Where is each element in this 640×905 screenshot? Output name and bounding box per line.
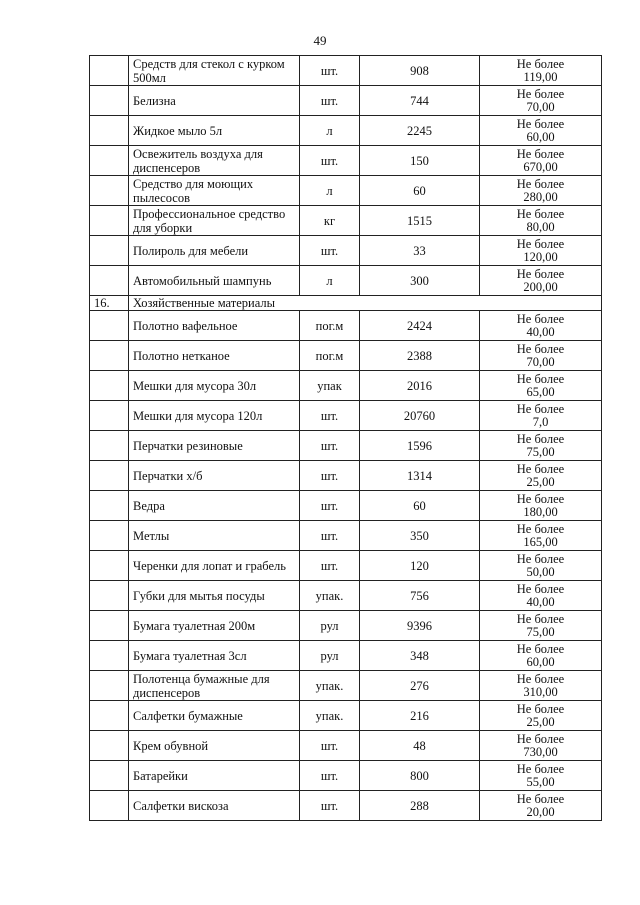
quantity-cell: 9396 (360, 611, 480, 641)
price-limit-label: Не более (516, 311, 565, 326)
price-value: 55,00 (526, 774, 555, 789)
item-name-cell: Губки для мытья посуды (129, 581, 300, 611)
table-row (90, 371, 602, 401)
unit-cell: шт. (300, 791, 360, 821)
price-value: 75,00 (526, 444, 555, 459)
price-limit-label: Не более (516, 176, 565, 191)
table-row (90, 551, 602, 581)
price-value: 25,00 (526, 714, 555, 729)
quantity-cell: 756 (360, 581, 480, 611)
item-name-cell: Салфетки вискоза (129, 791, 300, 821)
row-number-cell (90, 311, 129, 341)
row-number-cell (90, 401, 129, 431)
table-row (90, 146, 602, 176)
quantity-cell: 350 (360, 521, 480, 551)
row-number-cell (90, 761, 129, 791)
price-limit-label: Не более (516, 731, 565, 746)
quantity-cell: 2245 (360, 116, 480, 146)
unit-cell: шт. (300, 146, 360, 176)
table-row (90, 701, 602, 731)
price-cell (480, 86, 602, 116)
quantity-cell: 20760 (360, 401, 480, 431)
unit-cell: кг (300, 206, 360, 236)
row-number-cell (90, 731, 129, 761)
price-limit-label: Не более (516, 761, 565, 776)
price-value: 40,00 (526, 324, 555, 339)
unit-cell: упак. (300, 581, 360, 611)
table-row (90, 176, 602, 206)
price-cell (480, 401, 602, 431)
price-cell (480, 116, 602, 146)
row-number-cell (90, 236, 129, 266)
price-value: 60,00 (526, 129, 555, 144)
price-cell (480, 341, 602, 371)
quantity-cell: 150 (360, 146, 480, 176)
unit-cell: упак. (300, 701, 360, 731)
quantity-cell: 744 (360, 86, 480, 116)
quantity-cell: 300 (360, 266, 480, 296)
quantity-cell: 33 (360, 236, 480, 266)
price-limit-label: Не более (516, 791, 565, 806)
item-name-cell: Полироль для мебели (129, 236, 300, 266)
price-limit-label: Не более (516, 266, 565, 281)
price-cell (480, 551, 602, 581)
unit-cell: упак (300, 371, 360, 401)
price-limit-label: Не более (516, 206, 565, 221)
item-name-cell: Перчатки резиновые (129, 431, 300, 461)
quantity-cell: 1596 (360, 431, 480, 461)
price-value: 65,00 (526, 384, 555, 399)
row-number-cell (90, 116, 129, 146)
unit-cell: шт. (300, 521, 360, 551)
unit-cell: л (300, 266, 360, 296)
price-value: 80,00 (526, 219, 555, 234)
table-row (90, 311, 602, 341)
price-limit-label: Не более (516, 491, 565, 506)
item-name-cell: Черенки для лопат и грабель (129, 551, 300, 581)
price-value: 670,00 (523, 159, 558, 174)
price-cell (480, 731, 602, 761)
item-name-cell: Средство для моющих пылесосов (129, 176, 300, 206)
unit-cell: шт. (300, 461, 360, 491)
quantity-cell: 908 (360, 56, 480, 86)
table-row (90, 521, 602, 551)
unit-cell: л (300, 176, 360, 206)
quantity-cell: 48 (360, 731, 480, 761)
unit-cell: шт. (300, 401, 360, 431)
item-name-cell: Метлы (129, 521, 300, 551)
section-title: Хозяйственные материалы (129, 296, 602, 311)
item-name-cell: Жидкое мыло 5л (129, 116, 300, 146)
price-value: 70,00 (526, 99, 555, 114)
item-name-cell: Салфетки бумажные (129, 701, 300, 731)
row-number-cell (90, 431, 129, 461)
row-number-cell (90, 791, 129, 821)
price-value: 25,00 (526, 474, 555, 489)
price-value: 200,00 (523, 279, 558, 294)
row-number-cell (90, 491, 129, 521)
quantity-cell: 348 (360, 641, 480, 671)
row-number-cell (90, 176, 129, 206)
price-cell (480, 266, 602, 296)
unit-cell: рул (300, 611, 360, 641)
row-number-cell (90, 371, 129, 401)
row-number-cell (90, 266, 129, 296)
item-name-cell: Полотенца бумажные для диспенсеров (129, 671, 300, 701)
item-name-cell: Профессиональное средство для уборки (129, 206, 300, 236)
price-limit-label: Не более (516, 671, 565, 686)
table-row (90, 491, 602, 521)
price-value: 310,00 (523, 684, 558, 699)
quantity-cell: 2016 (360, 371, 480, 401)
price-value: 20,00 (526, 804, 555, 819)
row-number-cell (90, 581, 129, 611)
price-cell (480, 611, 602, 641)
price-value: 120,00 (523, 249, 558, 264)
table-row (90, 671, 602, 701)
price-value: 40,00 (526, 594, 555, 609)
quantity-cell: 1314 (360, 461, 480, 491)
price-value: 7,0 (532, 414, 549, 429)
item-name-cell: Средств для стекол с курком 500мл (129, 56, 300, 86)
price-limit-label: Не более (516, 461, 565, 476)
price-cell (480, 176, 602, 206)
quantity-cell: 800 (360, 761, 480, 791)
table-body-lower (90, 311, 602, 821)
table-row (90, 791, 602, 821)
item-name-cell: Бумага туалетная 3сл (129, 641, 300, 671)
table-row (90, 86, 602, 116)
table-body-upper (90, 56, 602, 296)
table-row (90, 56, 602, 86)
table-row (90, 341, 602, 371)
unit-cell: пог.м (300, 311, 360, 341)
unit-cell: шт. (300, 491, 360, 521)
unit-cell: л (300, 116, 360, 146)
price-limit-label: Не более (516, 401, 565, 416)
item-name-cell: Белизна (129, 86, 300, 116)
price-cell (480, 491, 602, 521)
row-number-cell (90, 551, 129, 581)
unit-cell: шт. (300, 551, 360, 581)
quantity-cell: 2424 (360, 311, 480, 341)
item-name-cell: Автомобильный шампунь (129, 266, 300, 296)
item-name-cell: Мешки для мусора 30л (129, 371, 300, 401)
price-limit-label: Не более (516, 86, 565, 101)
price-cell (480, 56, 602, 86)
unit-cell: рул (300, 641, 360, 671)
unit-cell: шт. (300, 56, 360, 86)
price-limit-label: Не более (516, 581, 565, 596)
table-row (90, 116, 602, 146)
quantity-cell: 120 (360, 551, 480, 581)
price-cell (480, 236, 602, 266)
price-limit-label: Не более (516, 371, 565, 386)
quantity-cell: 2388 (360, 341, 480, 371)
table-section (90, 296, 602, 311)
unit-cell: шт. (300, 86, 360, 116)
item-name-cell: Полотно нетканое (129, 341, 300, 371)
table-row (90, 611, 602, 641)
row-number-cell (90, 461, 129, 491)
item-name-cell: Ведра (129, 491, 300, 521)
price-cell (480, 791, 602, 821)
price-limit-label: Не более (516, 236, 565, 251)
price-value: 50,00 (526, 564, 555, 579)
quantity-cell: 1515 (360, 206, 480, 236)
quantity-cell: 276 (360, 671, 480, 701)
row-number-cell (90, 611, 129, 641)
row-number-cell (90, 56, 129, 86)
price-cell (480, 521, 602, 551)
price-limit-label: Не более (516, 641, 565, 656)
section-number: 16. (90, 296, 129, 311)
item-name-cell: Полотно вафельное (129, 311, 300, 341)
row-number-cell (90, 341, 129, 371)
row-number-cell (90, 671, 129, 701)
table-row (90, 641, 602, 671)
price-cell (480, 371, 602, 401)
price-limit-label: Не более (516, 701, 565, 716)
price-cell (480, 206, 602, 236)
price-limit-label: Не более (516, 146, 565, 161)
page-number: 49 (313, 33, 327, 48)
price-value: 730,00 (523, 744, 558, 759)
price-cell (480, 461, 602, 491)
item-name-cell: Перчатки х/б (129, 461, 300, 491)
row-number-cell (90, 146, 129, 176)
price-value: 119,00 (523, 69, 558, 84)
price-cell (480, 146, 602, 176)
item-name-cell: Мешки для мусора 120л (129, 401, 300, 431)
quantity-cell: 60 (360, 176, 480, 206)
price-value: 70,00 (526, 354, 555, 369)
table-row (90, 731, 602, 761)
unit-cell: упак. (300, 671, 360, 701)
quantity-cell: 60 (360, 491, 480, 521)
table-row (90, 266, 602, 296)
table-row (90, 206, 602, 236)
table-row (90, 401, 602, 431)
table-row (90, 461, 602, 491)
section-row (90, 296, 602, 311)
price-limit-label: Не более (516, 521, 565, 536)
unit-cell: шт. (300, 431, 360, 461)
table-row (90, 236, 602, 266)
materials-table (89, 55, 602, 821)
price-cell (480, 641, 602, 671)
unit-cell: пог.м (300, 341, 360, 371)
price-limit-label: Не более (516, 341, 565, 356)
item-name-cell: Крем обувной (129, 731, 300, 761)
price-limit-label: Не более (516, 56, 565, 71)
row-number-cell (90, 86, 129, 116)
price-cell (480, 761, 602, 791)
item-name-cell: Батарейки (129, 761, 300, 791)
price-cell (480, 581, 602, 611)
item-name-cell: Бумага туалетная 200м (129, 611, 300, 641)
table-row (90, 431, 602, 461)
row-number-cell (90, 521, 129, 551)
price-cell (480, 701, 602, 731)
price-cell (480, 431, 602, 461)
item-name-cell: Освежитель воздуха для диспенсеров (129, 146, 300, 176)
unit-cell: шт. (300, 761, 360, 791)
table-row (90, 581, 602, 611)
price-limit-label: Не более (516, 116, 565, 131)
price-value: 75,00 (526, 624, 555, 639)
price-limit-label: Не более (516, 551, 565, 566)
price-value: 165,00 (523, 534, 558, 549)
price-limit-label: Не более (516, 611, 565, 626)
quantity-cell: 288 (360, 791, 480, 821)
price-value: 280,00 (523, 189, 558, 204)
quantity-cell: 216 (360, 701, 480, 731)
row-number-cell (90, 641, 129, 671)
price-value: 60,00 (526, 654, 555, 669)
price-limit-label: Не более (516, 431, 565, 446)
price-value: 180,00 (523, 504, 558, 519)
price-cell (480, 311, 602, 341)
price-cell (480, 671, 602, 701)
row-number-cell (90, 206, 129, 236)
row-number-cell (90, 701, 129, 731)
unit-cell: шт. (300, 731, 360, 761)
table-row (90, 761, 602, 791)
unit-cell: шт. (300, 236, 360, 266)
